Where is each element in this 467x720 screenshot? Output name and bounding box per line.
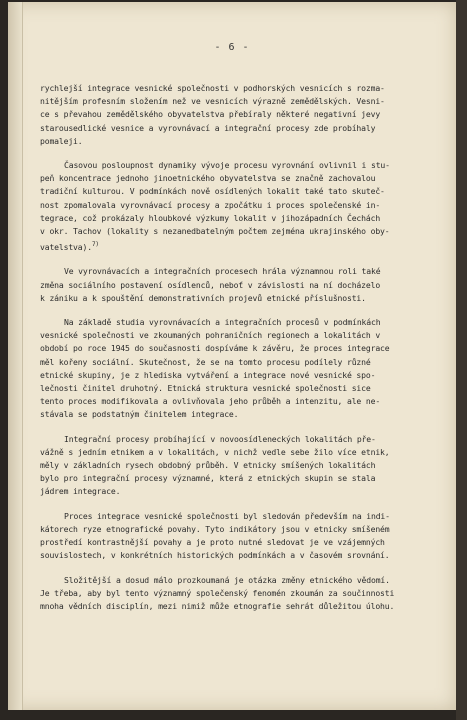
paragraph <box>40 316 438 422</box>
text-line: peň koncentrace jednoho jinoetnického obyvatelstva se značně zachovalou <box>40 173 376 184</box>
text-line: Časovou posloupnost dynamiky vývoje procesu vyrovnání ovlivnil i stu- <box>64 160 390 171</box>
text-line: Proces integrace vesnické společnosti byl sledován především na indi- <box>64 510 390 521</box>
text-line: ce s převahou zemědělského obyvatelstva přebíraly některé negativní jevy <box>40 109 381 120</box>
text-line: tento proces modifikovala a ovlivňovala jeho průběh a intenzitu, ale ne- <box>40 396 381 407</box>
text-line: mnoha vědních disciplín, mezi nimiž může etnografie sehrát důležitou úlohu. <box>40 600 395 611</box>
page-binding <box>8 2 23 710</box>
text-line: měl kořeny sociální. Skutečnost, že se na tomto procesu podílely různé <box>40 356 371 367</box>
footnote-marker: 7) <box>91 241 99 249</box>
text-line: Integrační procesy probíhající v novoosídleneckých lokalitách pře- <box>64 433 376 444</box>
text-line: starousedlické vesnice a vyrovnávací a integrační procesy zde probíhaly <box>40 122 376 133</box>
text-line: v okr. Tachov (lokality s nezanedbatelným počtem zejména ukrajinského oby- <box>40 226 390 237</box>
document-page <box>8 2 456 710</box>
text-line: vážně s jedním etnikem a v lokalitách, v nichž vedle sebe žilo více etnik, <box>40 446 390 457</box>
text-line: Ve vyrovnávacích a integračních procesech hrála významnou roli také <box>64 266 381 277</box>
text-line: období po roce 1945 do současnosti dospíváme k závěru, že proces integrace <box>40 343 390 354</box>
text-line: jádrem integrace. <box>40 486 121 497</box>
text-line: rychlejší integrace vesnické společnosti v podhorských vesnicích s rozma- <box>40 83 385 93</box>
text-line: změna sociálního postavení osídlenců, neboť v závislosti na ní docházelo <box>40 279 381 290</box>
paragraph <box>40 82 438 148</box>
text-line: k zániku a k spouštění demonstrativních projevů etnické příslušnosti. <box>40 292 366 303</box>
page-number: - 6 - <box>214 42 250 53</box>
text-line: vesnické společnosti ve zkoumaných pohraničních regionech a lokalitách v <box>40 330 381 341</box>
paragraph <box>40 574 438 614</box>
text-line: tradiční kulturou. V podmínkách nově osídlených lokalit také tato skuteč- <box>40 186 385 197</box>
text-line: Na základě studia vyrovnávacích a integračních procesů v podmínkách <box>64 317 381 328</box>
paragraph <box>40 159 438 254</box>
text-line: kátorech ryze etnografické povahy. Tyto indikátory jsou v etnicky smíšeném <box>40 523 390 534</box>
paragraph <box>40 265 438 305</box>
paragraph <box>40 433 438 499</box>
text-line: lečnosti činitel druhotný. Etnická struktura vesnické společnosti sice <box>40 383 371 394</box>
text-line: nost zpomalovala vyrovnávací procesy a zpočátku i proces společenské in- <box>40 199 381 210</box>
text-line: tegrace, což prokázaly hloubkové výzkumy lokalit v jihozápadních Čechách <box>40 212 381 223</box>
scan-edge <box>456 0 467 720</box>
text-line: Složitější a dosud málo prozkoumaná je otázka změny etnického vědomí. <box>64 574 390 585</box>
text-line: etnické skupiny, je z hlediska vytváření a integrace nové vesnické spo- <box>40 369 376 380</box>
text-line: nitějším profesním složením než ve vesnicích výrazně zemědělských. Vesni- <box>40 96 385 107</box>
body-text <box>40 82 438 624</box>
text-line: vatelstva).$^{7)}$ <box>40 241 99 253</box>
text-line: souvislostech, v konkrétních historických podmínkách a v časovém srovnání. <box>40 550 390 561</box>
text-line: pomaleji. <box>40 135 83 146</box>
text-line: Je třeba, aby byl tento významný společenský fenomén zkoumán za součinnosti <box>40 587 395 598</box>
text-line: bylo pro integrační procesy významné, která z etnických skupin se stala <box>40 473 376 484</box>
text-line: stávala se podstatným činitelem integrace. <box>40 409 239 420</box>
text-line: prostředí kontrastnější povahy a je proto nutné sledovat je ve vzájemných <box>40 537 385 548</box>
paragraph <box>40 510 438 563</box>
text-line: měly v základních rysech obdobný průběh. V etnicky smíšených lokalitách <box>40 460 376 471</box>
